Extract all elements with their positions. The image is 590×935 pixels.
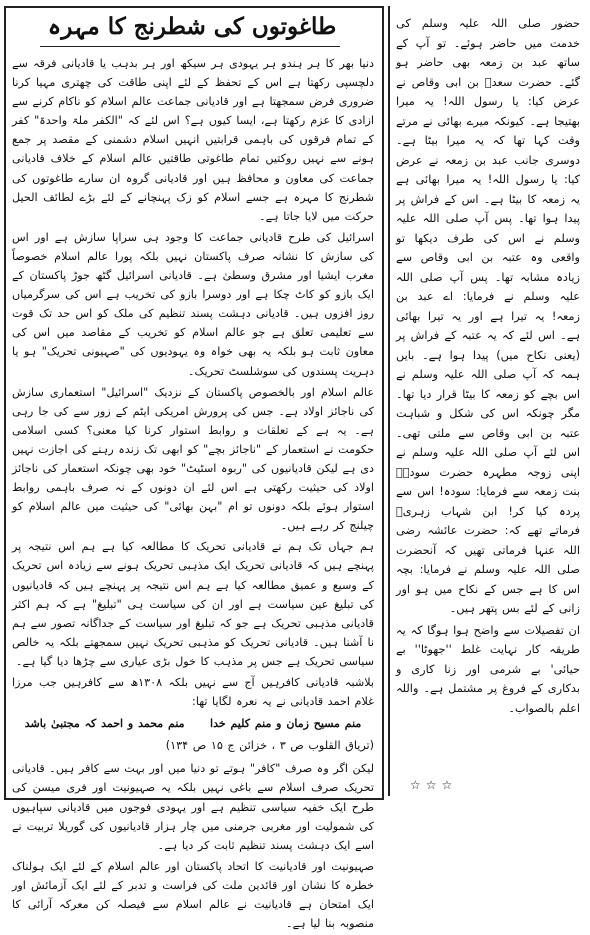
article-paragraph: دنیا بھر کا ہر ہندو ہر یہودی ہر سیکھ اور ہر بدہب یا قادیانی فرقہ سے دلچسپی رکھتا ہے اس کے تحفظ کے لئے اپنی طاقت کی چھتری مہیا کرنا ضروری فرض سمجھتا ہے اور قادیانی جماعت عالم اسلام کو ناکام کرنے سے ازادی کا عزم رکھتا ہے، ایسا کیوں ہے؟ اس لئے کہ "الکفر ملۃ واحدۃ" کفر کے تمام فرقوں کی باہمی قرابتیں انہیں اسلام دشمنی کے مقصد پر جمع ہونے سے نہیں روکتیں تمام طاغوتی طاقتیں عالم اسلام کے خلاف قادیانی جماعت کی معاون و محافظ ہیں اور قادیانی گروہ ان سارے طاغوتوں کی شطرنج کا مہرہ ہے جسے اسلام کو زک پہنچانے کے لئے بڑے لطائف الحیل حرکت میں لایا جاتا ہے۔	[12, 57, 374, 223]
verse-second-hemistich: منم محمد و احمد کہ مجتبیٰ باشد	[24, 717, 185, 731]
verse-first-hemistich: منم مسیح زمان و منم کلیم خدا	[210, 717, 362, 731]
side-article-body	[396, 14, 580, 720]
main-article-body	[12, 54, 374, 935]
article-paragraph: عالم اسلام اور بالخصوص پاکستان کے نزدیک "اسرائیل" استعماری سازش کی ناجائز اولاد ہے۔ جس کی پرورش امریکی ایٹم کے زور سے کی جا رہی ہے۔ یہ ہے کے تعلقات و روابط استوار کرنا کیا معنی؟ کسی اسلامی حکومت نے استعمار کے "ناجائز بچے" کو ابھی تک زندہ رہنے کی اجازت نہیں دی ہے لیکن قادیانیوں کی "ربوہ اسٹیٹ" خود بھی چونکہ استعمار کی ناجائز اولاد کی حیثیت رکھتی ہے اس لئے ان دونوں کے نہ صرف باہمی روابط استوار ہوئے بلکہ دونوں تو ام "بہن بھائی" کی حیثیت میں عالم اسلام کو چیلنج کر رہے ہیں۔	[12, 385, 374, 533]
end-stars-ornament: ☆☆☆	[410, 778, 458, 792]
title-underline	[40, 46, 340, 47]
persian-verse	[12, 714, 374, 733]
article-paragraph: اسرائیل کی طرح قادیانی جماعت کا وجود ہی سراپا سازش ہے اور اس کی سازش کا نشانہ صرف پاکستان نہیں بلکہ پورا عالم اسلام خصوصاً مغرب ایشیا اور مشرق وسطیٰ ہے۔ قادیانی اسرائیل گٹھ جوڑ پاکستان کے ایک بازو کو کاٹ چکا ہے اور دوسرا بازو کی تخریب ہے اس کی سرگرمیاں روز افزوں ہیں۔ قادیانی دہشت پسند تنظیم کی ملک کو اس حد تک قوت سے تعلیمی تعلق ہے جو عالم اسلام کو تخریب کے مقاصد میں اس کی معاون ثابت ہو بلکہ یہ بھی خواہ وہ یہودیوں کی "صہیونی تحریک" ہو یا دہریت پسندوں کی سوشلسٹ تحریک۔	[12, 230, 374, 378]
article-title: طاغوتوں کی شطرنج کا مہرہ	[47, 13, 337, 40]
verse-citation: (تریاق القلوب ص ۳ ، خزائن ج ۱۵ ص ۱۳۴)	[165, 739, 374, 753]
side-paragraph: حضور صلی اللہ علیہ وسلم کی خدمت میں حاضر ہوئے۔ تو آپ کے ساتھ عبد بن زمعہ بھی حاضر ہو گئے۔ حضرت سعدؓ بن ابی وقاص نے عرض کیا: یا رسول اللہ! یہ میرا بھتیجا ہے۔ کیونکہ میرے بھائی نے مرتے وقت کہا تھا کہ یہ میرا بیٹا ہے۔ دوسری جانب عبد بن زمعہ نے عرض کیا: یا رسول اللہ! یہ میرا بھائی ہے یہ زمعہ کا بیٹا ہے۔ اس کے فراش پر پیدا ہوا تھا۔ پس آپ صلی اللہ علیہ وسلم نے اس کی طرف دیکھا تو واقعی وہ عتبہ بن ابی وقاص سے زیادہ مشابہ تھا۔ پس آپ صلی اللہ علیہ وسلم نے فرمایا: اے عبد بن زمعہ! یہ تیرا ہے اور یہ تیرا بھائی ہے۔ اس لئے کہ یہ عتبہ کے فراش پر (یعنی نکاح میں) پیدا ہوا ہے۔ بایں ہمہ کہ آپ صلی اللہ علیہ وسلم نے اس بچے کو زمعہ کا بیٹا قرار دیا تھا۔ مگر چونکہ اس کی شکل و شباہت عتبہ بن ابی وقاص سے ملتی تھی۔ اس لئے آپ صلی اللہ علیہ وسلم نے اپنی زوجہ مطہرہ حضرت سودہؓ بنت زمعہ سے فرمایا: سودہ! اس سے پردہ کیا کر! ابن شہاب زہریؒ فرماتے تھے کہ: حضرت عائشہ رضی اللہ عنہا فرماتی تھیں کہ آنحضرت صلی اللہ علیہ وسلم نے فرمایا: بچہ اس کا ہے جس کے نکاح میں ہو اور زانی کے لئے بس پتھر ہیں۔	[396, 17, 580, 615]
side-paragraph: ان تفصیلات سے واضح ہوا ہوگا کہ یہ طریقہ کار نہایت غلط ''جھوٹا'' بے حیائی' بے شرمی اور زنا کاری و بدکاری کے فروغ پر مشتمل ہے۔ واللہ اعلم بالصواب۔	[396, 623, 580, 715]
article-paragraph: ہم جہاں تک ہم نے قادیانی تحریک کا مطالعہ کیا ہے ہم اس نتیجہ پر پہنچے ہیں کہ قادیانی تحریک ایک مذہبی تحریک ہونے سے زیادہ اس تحریک کے وسیع و عمیق مطالعہ کیا ہے ہم اس نتیجہ پر پہنچے ہیں کہ قادیانیوں کی تبلیغ عین سیاست ہے اور ان کی سیاست ہی "تبلیغ" ہے کہ ہم اکثر قادیانی مذہبی تحریک ہے جو کہ تبلیغ اور سیاست کے جداگانہ تصور سے ہم نا آشنا ہیں۔ قادیانی تحریک کو مذہبی تحریک نہیں سمجھتے بلکہ یہ خالص سیاسی تحریک ہے جس پر مذہب کا خول بڑی عیاری سے چڑھا دیا گیا ہے۔	[12, 540, 374, 668]
article-paragraph: صہیونیت اور قادیانیت کا اتحاد پاکستان اور عالم اسلام کے لئے ایک ہولناک خطرہ کا نشان اور قائدین ملت کی فراست و تدبر کے لئے ایک آزمائش اور ایک امتحان ہے قادیانیت نے عالم اسلام سے فیصلہ کن معرکہ آرائی کا منصوبہ بنا لیا ہے۔	[12, 859, 374, 931]
article-paragraph: بلاشبہ قادیانی کافرہیں آج سے نہیں بلکہ ۱۳۰۸ھ سے کافرہیں جب مرزا غلام احمد قادیانی نے یہ نعرہ لگایا تھا:	[12, 676, 374, 709]
article-paragraph: لیکن اگر وہ صرف "کافر" ہوتے تو دنیا میں اور بہت سے کافر ہیں۔ قادیانی تحریک صرف اسلام سے باغی نہیں بلکہ یہ صہیونیت اور فری میسن کی طرح ایک خفیہ سیاسی تنظیم ہے اور یہودی فوجوں میں قادیانی سپاہیوں کی شمولیت اور مغربی جرمنی میں چار ہزار قادیانیوں کی گوریلا تربیت نے اسے ایک دہشت پسند تنظیم ثابت کر دیا ہے۔	[12, 762, 374, 852]
